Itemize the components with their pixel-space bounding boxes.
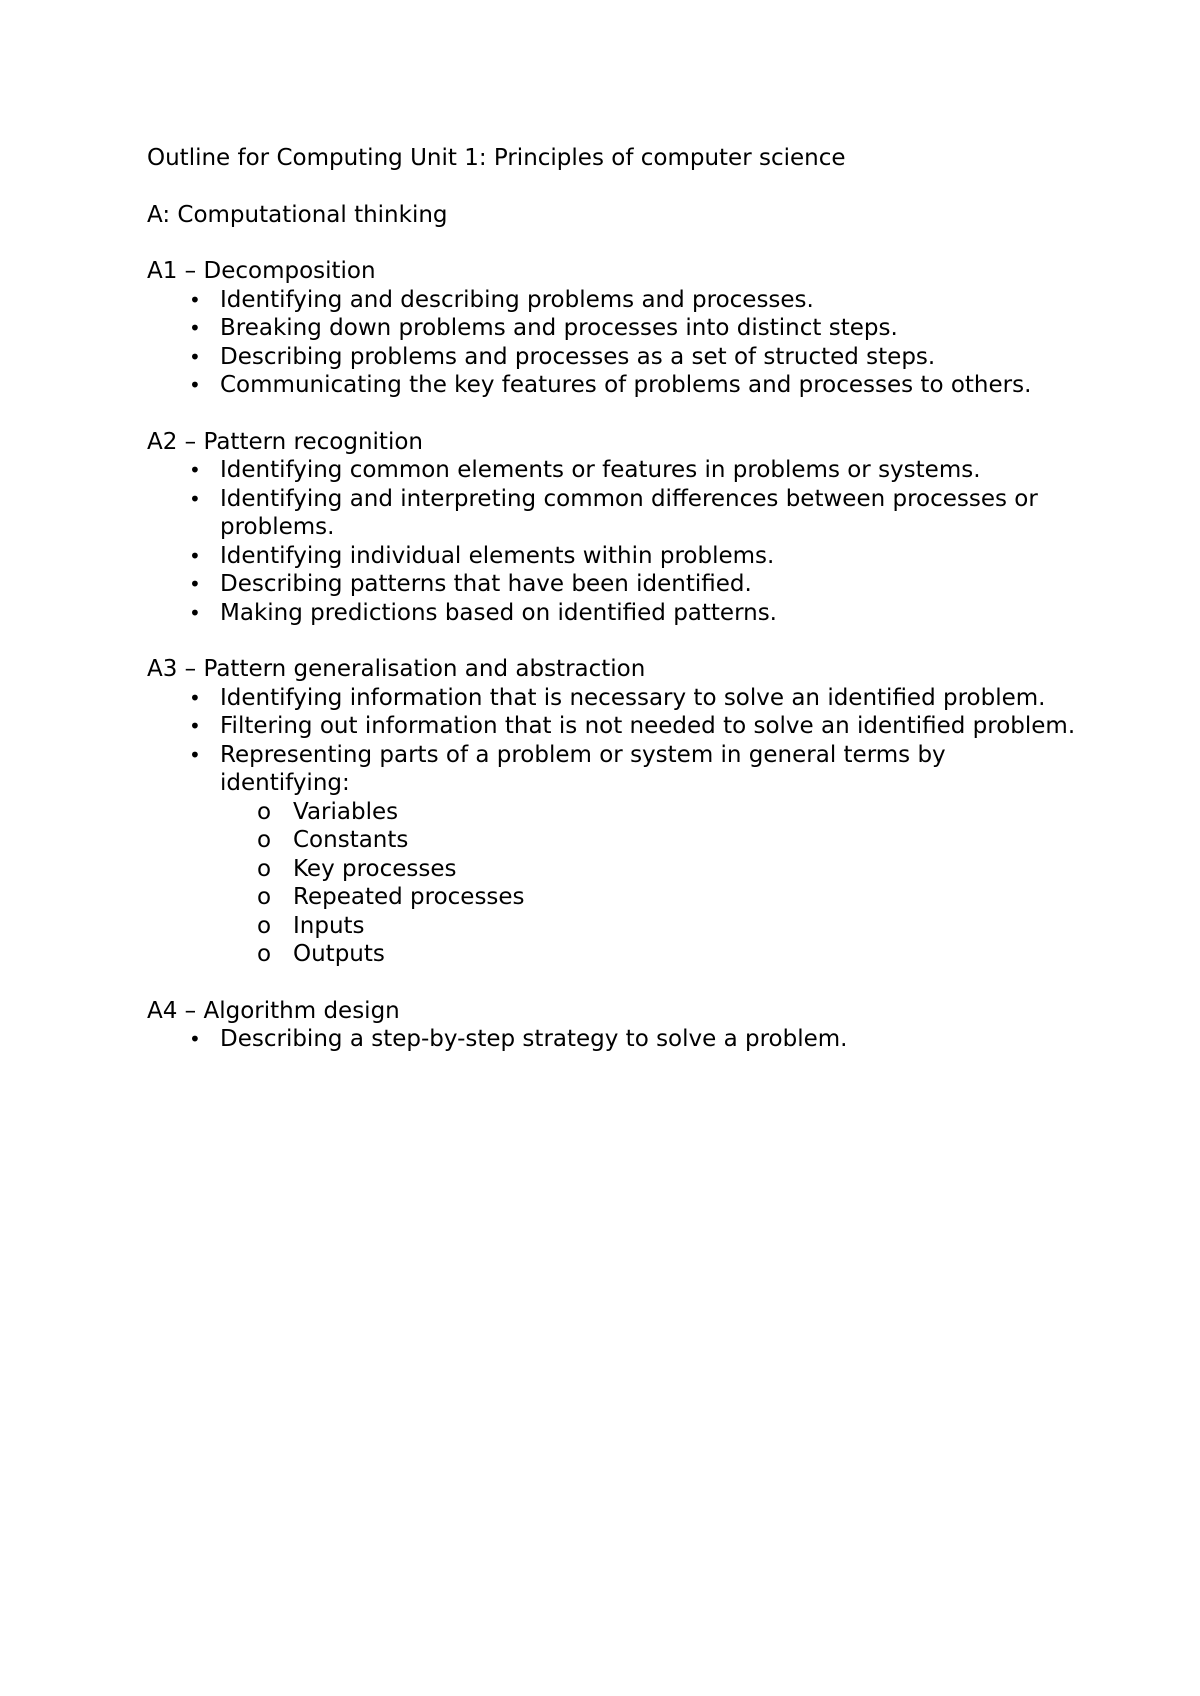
list-item-text: Filtering out information that is not needed to solve an identified problem. (220, 713, 1076, 739)
section-heading: A3 – Pattern generalisation and abstraction (147, 656, 646, 682)
document-title: Outline for Computing Unit 1: Principles of computer science (147, 145, 846, 171)
sub-list-item (147, 912, 1077, 941)
circle-bullet-icon: o (257, 798, 272, 825)
circle-bullet-icon: o (257, 941, 272, 967)
sub-list-item (147, 855, 1077, 884)
list-item (147, 542, 1077, 571)
list-item (147, 741, 1077, 969)
list-item (147, 456, 1077, 485)
sub-list-item-text: Inputs (293, 912, 365, 939)
section-heading: A2 – Pattern recognition (147, 428, 423, 455)
list-item-text: Describing patterns that have been identified. (220, 571, 752, 597)
list-item-text: Making predictions based on identified patterns. (220, 599, 777, 626)
bullet-icon: • (189, 344, 201, 369)
bullet-icon: • (189, 486, 201, 511)
sub-list-item-text: Key processes (293, 855, 457, 882)
bullet-icon: • (189, 373, 201, 397)
list-item-text: Identifying information that is necessary to solve an identified problem. (220, 684, 1046, 711)
section-2 (147, 428, 1077, 628)
list-item-text: Identifying common elements or features in problems or systems. (220, 457, 981, 483)
sub-list-item (147, 826, 1077, 855)
list-item-text: Identifying and describing problems and processes. (220, 286, 814, 313)
bullet-list (147, 1025, 1077, 1054)
list-item-text: Describing problems and processes as a set of structed steps. (220, 343, 936, 370)
list-item (147, 371, 1077, 400)
list-item (147, 599, 1077, 628)
sub-list-item-text: Variables (293, 798, 399, 825)
bullet-icon: • (189, 316, 201, 340)
circle-bullet-icon: o (257, 912, 272, 939)
list-item-text: Communicating the key features of problems and processes to others. (220, 372, 1032, 398)
section-3 (147, 655, 1077, 969)
list-item-text: Representing parts of a problem or system in general terms by identifying: (220, 741, 946, 796)
bullet-list (147, 456, 1077, 627)
bullet-icon: • (189, 600, 201, 625)
bullet-icon: • (189, 543, 201, 568)
sub-list-item (147, 798, 1077, 827)
section-1 (147, 257, 1077, 400)
circle-bullet-icon: o (257, 855, 272, 882)
list-item (147, 314, 1077, 343)
circle-bullet-icon: o (257, 827, 272, 853)
list-item (147, 485, 1077, 542)
section-group-heading: A: Computational thinking (147, 201, 448, 228)
bullet-icon: • (189, 742, 201, 767)
section-4 (147, 997, 1077, 1054)
list-item (147, 570, 1077, 599)
sub-bullet-list (220, 798, 1077, 969)
document-content (147, 144, 1077, 1082)
list-item (147, 712, 1077, 741)
sub-list-item-text: Repeated processes (293, 884, 525, 910)
sub-list-item (147, 940, 1077, 969)
sub-list-item-text: Constants (293, 827, 409, 853)
sections-container (147, 257, 1077, 1054)
bullet-icon: • (189, 685, 201, 710)
list-item-text: Identifying and interpreting common differences between processes or problems. (220, 485, 1038, 540)
list-item (147, 1025, 1077, 1054)
list-item-text: Identifying individual elements within problems. (220, 542, 775, 569)
sub-list-item (147, 883, 1077, 912)
list-item-text: Describing a step-by-step strategy to solve a problem. (220, 1026, 848, 1052)
list-item (147, 286, 1077, 315)
circle-bullet-icon: o (257, 884, 272, 910)
section-heading: A4 – Algorithm design (147, 997, 400, 1024)
bullet-icon: • (189, 572, 201, 596)
bullet-icon: • (189, 287, 201, 312)
bullet-list (147, 684, 1077, 969)
bullet-icon: • (189, 714, 201, 738)
list-item-text: Breaking down problems and processes into distinct steps. (220, 315, 898, 341)
bullet-icon: • (189, 458, 201, 482)
bullet-list (147, 286, 1077, 400)
list-item (147, 684, 1077, 713)
bullet-icon: • (189, 1027, 201, 1051)
section-heading: A1 – Decomposition (147, 258, 376, 284)
sub-list-item-text: Outputs (293, 941, 385, 967)
list-item (147, 343, 1077, 372)
